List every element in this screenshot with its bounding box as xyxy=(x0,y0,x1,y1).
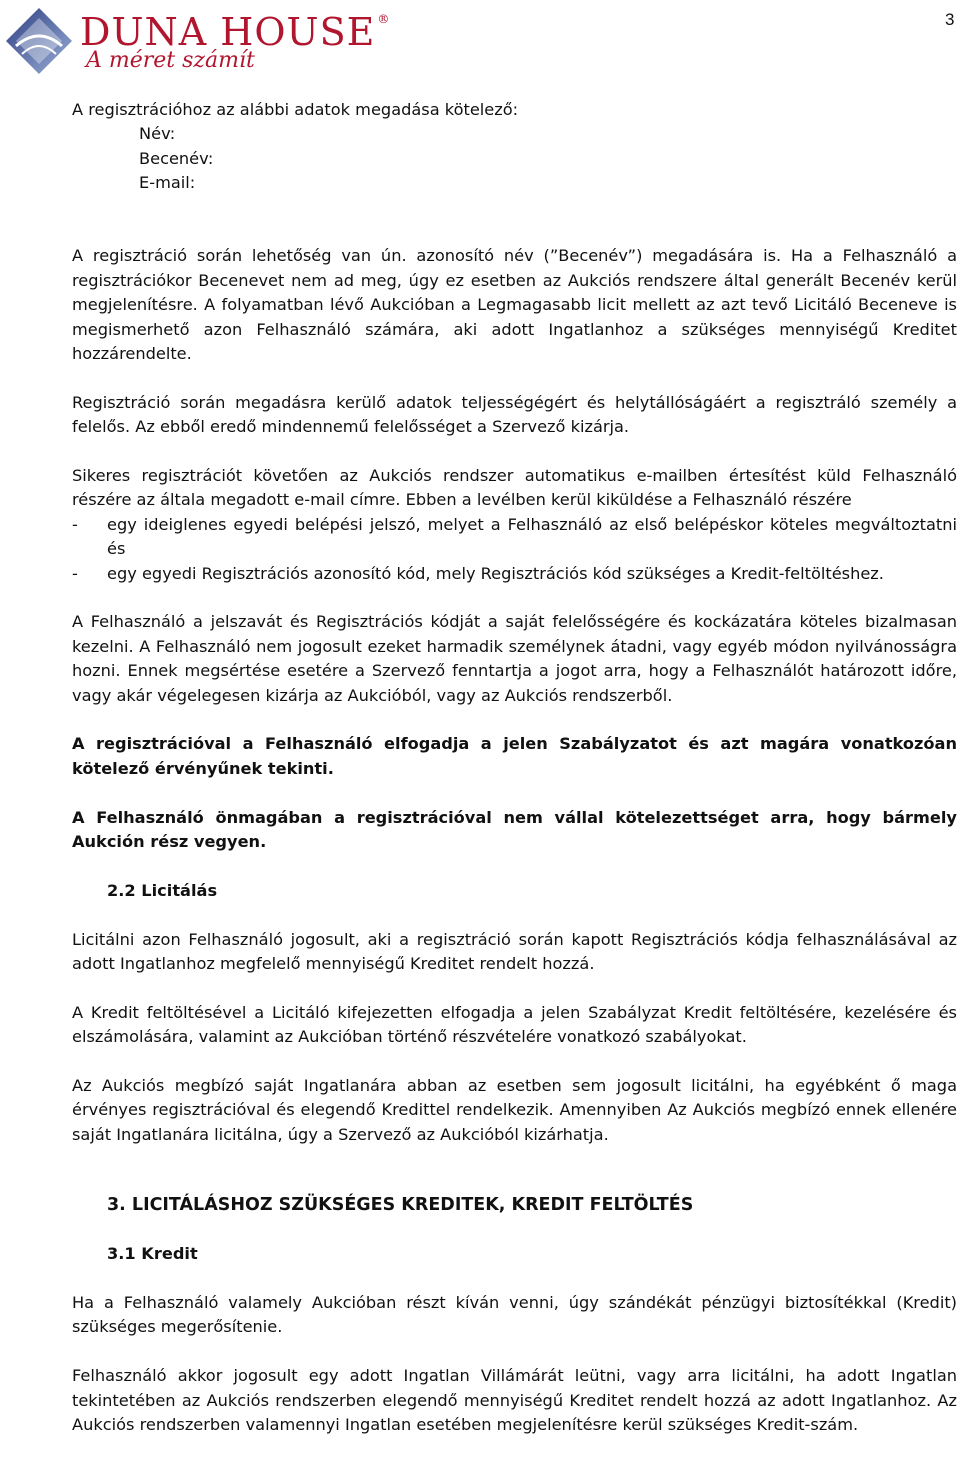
list-item-text: egy egyedi Regisztrációs azonosító kód, mely Regisztrációs kód szükséges a Kredit-feltöltéshez. xyxy=(107,563,884,583)
document-body xyxy=(72,98,957,1462)
list-dash: - xyxy=(72,514,78,534)
paragraph: Felhasználó akkor jogosult egy adott Ingatlan Villámárát leütni, vagy arra licitálni, ha adott Ingatlan tekintetében az Aukciós rendszerben elegendő mennyiségű Kreditet rendelt hozzá az adott Ingatlanhoz. Az Aukciós rendszerben valamennyi Ingatlan esetében megjelenítésre kerül szükséges Kredit-szám. xyxy=(72,1366,957,1434)
page-header xyxy=(0,0,960,80)
paragraph: Az Aukciós megbízó saját Ingatlanára abban az esetben sem jogosult licitálni, ha egyébként ő maga érvényes regisztrációval és elegendő Kredittel rendelkezik. Amennyiben Az Aukciós megbízó ennek ellenére saját Ingatlanára licitálna, úgy a Szervező az Aukcióból kizárhatja. xyxy=(72,1076,957,1144)
paragraph: Sikeres regisztrációt követően az Aukciós rendszer automatikus e-mailben értesítést küld Felhasználó részére az általa megadott e-mail címre. Ebben a levélben kerül kiküldése a Felhasználó részére xyxy=(72,466,957,510)
duna-house-logo-icon xyxy=(4,6,74,76)
logo-wordmark: DUNA HOUSE ® xyxy=(80,10,391,54)
paragraph: A regisztráció során lehetőség van ún. azonosító név (”Becenév”) megadására is. Ha a Felhasználó a regisztrációkor Becenevet nem ad meg, úgy ez esetben az Aukciós rendszere által generált Becenév kerül megjelenítésre. A folyamatban lévő Aukcióban a Legmagasabb licit mellett az azt tevő Licitáló Beceneve is megismerhető azon Felhasználó számára, aki adott Ingatlanhoz a szükséges mennyiségű Kreditet hozzárendelte. xyxy=(72,246,957,364)
paragraph: Ha a Felhasználó valamely Aukcióban részt kíván venni, úgy szándékát pénzügyi biztosítékkal (Kredit) szükséges megerősítenie. xyxy=(72,1292,957,1337)
paragraph: Licitálni azon Felhasználó jogosult, aki a regisztráció során kapott Regisztrációs kódja felhasználásával az adott Ingatlanhoz megfelelő mennyiségű Kreditet rendelt hozzá. xyxy=(72,929,957,974)
logo-slogan: A méret számít xyxy=(86,48,255,73)
list-item xyxy=(72,513,957,562)
list-dash: - xyxy=(72,563,78,583)
list-item: Név: xyxy=(139,124,176,144)
required-fields-list xyxy=(72,122,957,195)
paragraph: A Felhasználó a jelszavát és Regisztrációs kódját a saját felelősségére és kockázatára köteles bizalmasan kezelni. A Felhasználó nem jogosult ezeket harmadik személynek átadni, vagy egyéb módon nyilvánosságra hozni. Ennek megsértése esetére a Szervező fenntartja a jogot arra, hogy a Felhasználót határozott időre, vagy akár végelegesen kizárja az Aukcióból, vagy az Aukciós rendszerből. xyxy=(72,612,957,705)
dash-list xyxy=(72,513,957,586)
section-heading-3: 3. LICITÁLÁSHOZ SZÜKSÉGES KREDITEK, KREDIT FELTÖLTÉS xyxy=(107,1195,694,1216)
list-item-text: egy ideiglenes egyedi belépési jelszó, melyet a Felhasználó az első belépéskor köteles megváltoztatni és xyxy=(107,514,957,559)
bold-paragraph: A regisztrációval a Felhasználó elfogadja a jelen Szabályzatot és azt magára vonatkozóan kötelező érvényűnek tekinti. xyxy=(72,734,957,778)
paragraph: A Kredit feltöltésével a Licitáló kifejezetten elfogadja a jelen Szabályzat Kredit feltöltésére, kezelésére és elszámolására, valamint az Aukcióban történő részvételére vonatkozó szabályokat. xyxy=(72,1002,957,1047)
section-heading-3-1: 3.1 Kredit xyxy=(107,1244,198,1264)
paragraph: A regisztrációhoz az alábbi adatok megadása kötelező: xyxy=(72,100,519,119)
bold-paragraph: A Felhasználó önmagában a regisztrációval nem vállal kötelezettséget arra, hogy bármely Aukción rész vegyen. xyxy=(72,807,957,852)
list-item xyxy=(72,562,957,586)
list-item: Becenév: xyxy=(139,148,214,168)
section-heading-2-2: 2.2 Licitálás xyxy=(107,880,218,900)
list-item: E-mail: xyxy=(139,173,196,193)
paragraph: Regisztráció során megadásra kerülő adatok teljességégért és helytállóságáért a regisztráló személy a felelős. Az ebből eredő mindennemű felelősséget a Szervező kizárja. xyxy=(72,392,957,437)
page-number: 3 xyxy=(945,10,955,29)
